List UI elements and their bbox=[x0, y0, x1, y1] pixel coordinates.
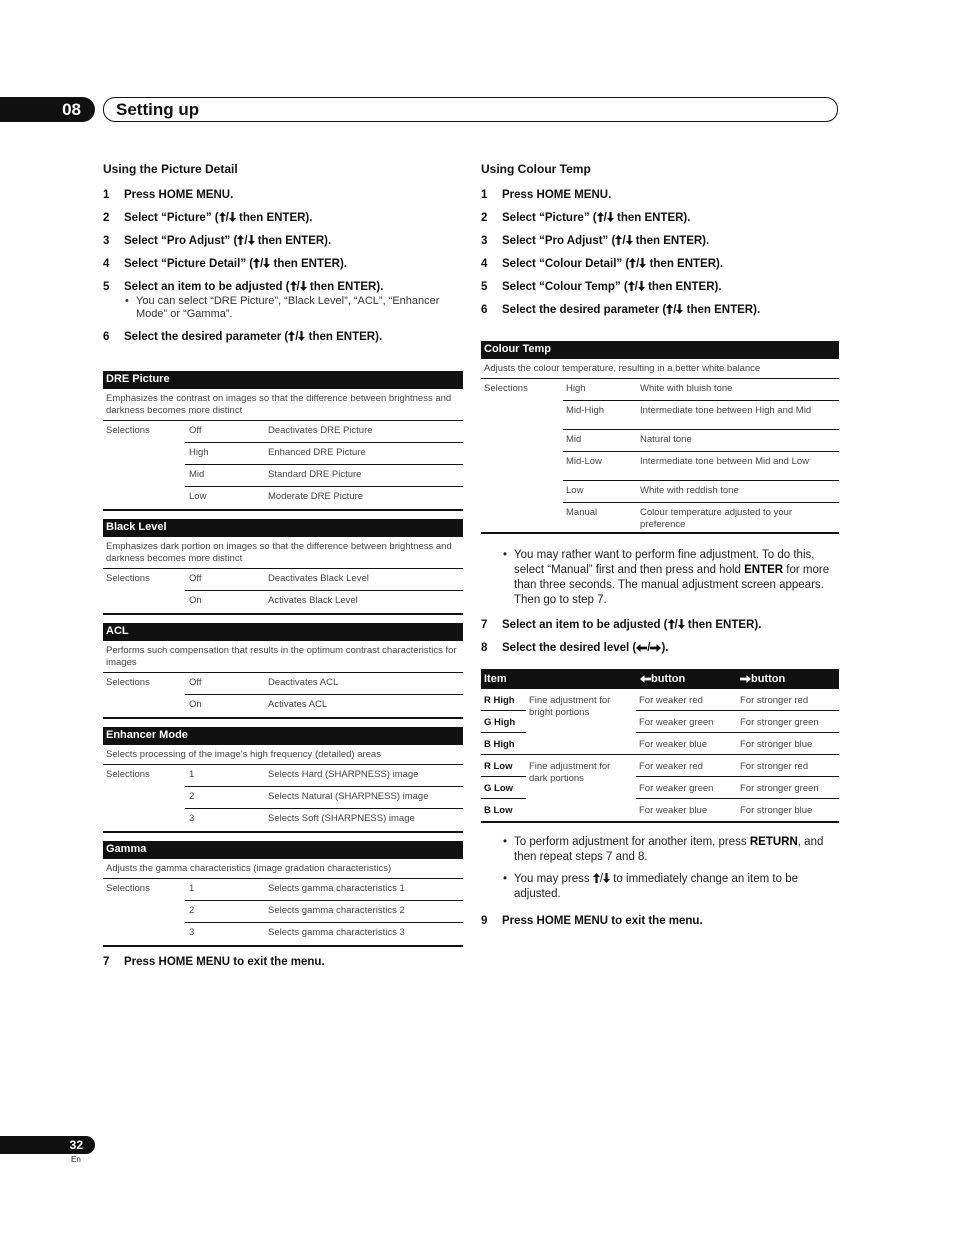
stronger-value: For stronger green bbox=[740, 783, 819, 794]
step-number: 4 bbox=[481, 258, 488, 270]
step-text-end: then ENTER). bbox=[684, 619, 762, 631]
step-text-end: then ENTER). bbox=[613, 212, 691, 224]
option-description: Enhanced DRE Picture bbox=[268, 447, 366, 458]
down-arrow-icon bbox=[603, 873, 610, 883]
option-value: Off bbox=[189, 425, 202, 436]
option-value: On bbox=[189, 699, 202, 710]
step-text: Select an item to be adjusted ( bbox=[124, 281, 290, 293]
step-number: 8 bbox=[481, 642, 488, 654]
right-arrow-icon bbox=[650, 644, 661, 652]
stronger-value: For stronger green bbox=[740, 717, 819, 728]
table-title: DRE Picture bbox=[103, 371, 463, 389]
step-text: Select the desired parameter ( bbox=[502, 304, 667, 316]
option-description: Deactivates DRE Picture bbox=[268, 425, 373, 436]
section-heading-picture-detail: Using the Picture Detail bbox=[103, 162, 238, 176]
option-value: Off bbox=[189, 677, 202, 688]
arrow-keys-icon: / bbox=[668, 619, 685, 631]
option-description: Selects gamma characteristics 2 bbox=[268, 905, 405, 916]
step-6 bbox=[481, 303, 839, 317]
table-row bbox=[103, 879, 463, 901]
picture-detail-step-7 bbox=[103, 955, 463, 969]
selections-label: Selections bbox=[106, 425, 150, 436]
step-text: Select an item to be adjusted ( bbox=[502, 619, 668, 631]
selections-label: Selections bbox=[106, 573, 150, 584]
option-value: Mid-Low bbox=[566, 456, 602, 467]
step-text: Select “Pro Adjust” ( bbox=[502, 235, 616, 247]
page-language: En bbox=[71, 1155, 81, 1164]
option-value: High bbox=[566, 383, 586, 394]
step-number: 5 bbox=[103, 281, 110, 293]
step-number: 6 bbox=[481, 304, 488, 316]
picture-detail-steps bbox=[103, 188, 463, 344]
down-arrow-icon bbox=[678, 619, 685, 629]
item-name: R Low bbox=[484, 761, 513, 772]
step-text: Select “Pro Adjust” ( bbox=[124, 235, 238, 247]
settings-table bbox=[103, 841, 463, 947]
step-text: Press HOME MENU to exit the menu. bbox=[502, 915, 703, 927]
table-header bbox=[481, 669, 839, 689]
table-description: Performs such compensation that results in the optimum contrast characteristics for images bbox=[103, 641, 463, 673]
left-button-header bbox=[640, 669, 686, 689]
option-description: Intermediate tone between High and Mid bbox=[640, 405, 812, 416]
up-arrow-icon bbox=[219, 212, 226, 222]
step-note bbox=[103, 295, 463, 321]
up-arrow-icon bbox=[628, 281, 635, 291]
up-arrow-icon bbox=[597, 212, 604, 222]
up-arrow-icon bbox=[290, 281, 297, 291]
option-value: Off bbox=[189, 573, 202, 584]
step-text: Select “Colour Temp” ( bbox=[502, 281, 628, 293]
step-text: Press HOME MENU. bbox=[124, 189, 234, 201]
arrow-keys-icon: / bbox=[288, 331, 305, 343]
down-arrow-icon bbox=[248, 235, 255, 245]
up-arrow-icon bbox=[666, 304, 673, 314]
arrow-keys-icon: / bbox=[237, 235, 254, 247]
colour-temp-steps bbox=[481, 188, 839, 317]
step-3 bbox=[103, 234, 463, 248]
settings-table bbox=[103, 623, 463, 719]
table-row bbox=[481, 452, 839, 481]
option-value: Mid bbox=[189, 469, 205, 480]
table-row bbox=[481, 503, 839, 532]
option-value: Low bbox=[566, 485, 584, 496]
option-description: Activates ACL bbox=[268, 699, 328, 710]
step-number: 2 bbox=[481, 212, 488, 224]
step-3 bbox=[481, 234, 839, 248]
table-row bbox=[103, 809, 463, 831]
step-text-end: then ENTER). bbox=[270, 258, 347, 270]
arrow-keys-icon: / bbox=[628, 281, 645, 293]
step-text-end: then ENTER). bbox=[644, 281, 722, 293]
option-description: Deactivates Black Level bbox=[268, 573, 369, 584]
selections-label: Selections bbox=[106, 677, 150, 688]
left-column bbox=[103, 162, 463, 978]
option-description: Selects Natural (SHARPNESS) image bbox=[268, 791, 429, 802]
option-description: Moderate DRE Picture bbox=[268, 491, 364, 502]
chapter-title: Setting up bbox=[116, 100, 200, 119]
table-description: Adjusts the colour temperature, resulting in a better white balance bbox=[481, 359, 839, 379]
table-row bbox=[103, 591, 463, 613]
table-row bbox=[103, 695, 463, 717]
item-name: R High bbox=[484, 695, 515, 706]
option-description: Intermediate tone between Mid and Low bbox=[640, 456, 809, 467]
item-header: Item bbox=[484, 673, 507, 685]
option-value: 1 bbox=[189, 883, 195, 894]
up-arrow-icon bbox=[629, 258, 636, 268]
step-2 bbox=[481, 211, 839, 225]
colour-temp-step-9 bbox=[481, 914, 839, 928]
option-description: Colour temperature adjusted to your preference bbox=[640, 507, 793, 530]
manual-adjust-note bbox=[481, 548, 839, 608]
option-description: Standard DRE Picture bbox=[268, 469, 362, 480]
step-text-end: then ENTER). bbox=[235, 212, 313, 224]
step-8 bbox=[481, 641, 839, 655]
option-value: On bbox=[189, 595, 202, 606]
item-name: B High bbox=[484, 739, 515, 750]
step-text-end: then ENTER). bbox=[646, 258, 724, 270]
step-text: Select the desired level ( bbox=[502, 642, 637, 654]
weaker-value: For weaker blue bbox=[639, 739, 708, 750]
step-text: Select the desired parameter ( bbox=[124, 331, 289, 343]
step-4 bbox=[481, 257, 839, 271]
step-7 bbox=[481, 618, 839, 632]
picture-detail-tables bbox=[103, 371, 463, 947]
up-down-arrow-icon: / bbox=[593, 873, 610, 885]
step-5 bbox=[481, 280, 839, 294]
bullet: • bbox=[503, 836, 508, 848]
option-value: Mid-High bbox=[566, 405, 605, 416]
option-value: Manual bbox=[566, 507, 598, 518]
right-column bbox=[481, 162, 839, 937]
section-heading-colour-temp: Using Colour Temp bbox=[481, 162, 591, 176]
arrow-keys-icon: / bbox=[636, 642, 661, 654]
option-value: 3 bbox=[189, 813, 195, 824]
table-row bbox=[103, 569, 463, 591]
step-text: Press HOME MENU to exit the menu. bbox=[124, 956, 325, 968]
table-row bbox=[481, 733, 839, 755]
step-4 bbox=[103, 257, 463, 271]
up-arrow-icon bbox=[593, 873, 600, 883]
up-arrow-icon bbox=[615, 235, 622, 245]
down-arrow-icon bbox=[300, 281, 307, 291]
settings-table bbox=[481, 341, 839, 534]
option-description: Activates Black Level bbox=[268, 595, 358, 606]
stronger-value: For stronger red bbox=[740, 695, 809, 706]
table-row bbox=[103, 673, 463, 695]
bullet: • bbox=[503, 873, 508, 885]
option-value: High bbox=[189, 447, 209, 458]
arrow-keys-icon: / bbox=[629, 258, 646, 270]
step-text: Select “Colour Detail” ( bbox=[502, 258, 630, 270]
colour-temp-steps-7-8 bbox=[481, 618, 839, 655]
rgb-adjust-table bbox=[481, 669, 839, 823]
table-description: Adjusts the gamma characteristics (image gradation characteristics) bbox=[103, 859, 463, 879]
down-arrow-icon bbox=[626, 235, 633, 245]
table-title: ACL bbox=[103, 623, 463, 641]
table-description: Emphasizes the contrast on images so that the difference between brightness and darkness becomes more distinct bbox=[103, 389, 463, 421]
weaker-value: For weaker red bbox=[639, 695, 703, 706]
up-arrow-icon bbox=[237, 235, 244, 245]
step-number: 3 bbox=[481, 235, 488, 247]
option-value: 2 bbox=[189, 905, 195, 916]
header-text: button bbox=[751, 673, 786, 685]
return-note bbox=[481, 835, 839, 865]
step-note-text: You can select “DRE Picture”, “Black Level”, “ACL”, “Enhancer Mode” or “Gamma”. bbox=[136, 295, 440, 320]
weaker-value: For weaker green bbox=[639, 717, 714, 728]
table-title: Colour Temp bbox=[481, 341, 839, 359]
step-text: Press HOME MENU. bbox=[502, 189, 612, 201]
dark-portion-description: Fine adjustment for dark portions bbox=[529, 761, 611, 784]
step-text-end: then ENTER). bbox=[254, 235, 332, 247]
selections-label: Selections bbox=[106, 769, 150, 780]
option-description: Selects Soft (SHARPNESS) image bbox=[268, 813, 415, 824]
right-arrow-icon bbox=[740, 675, 751, 683]
table-row bbox=[481, 401, 839, 430]
option-description: Selects gamma characteristics 3 bbox=[268, 927, 405, 938]
stronger-value: For stronger blue bbox=[740, 805, 813, 816]
item-name: G High bbox=[484, 717, 516, 728]
header-text: button bbox=[651, 673, 686, 685]
item-name: G Low bbox=[484, 783, 514, 794]
option-value: 3 bbox=[189, 927, 195, 938]
option-description: Deactivates ACL bbox=[268, 677, 339, 688]
step-text-end: ). bbox=[661, 642, 669, 654]
selections-label: Selections bbox=[106, 883, 150, 894]
note-text-end: , and then repeat steps 7 and 8. bbox=[514, 836, 824, 863]
option-value: Mid bbox=[566, 434, 582, 445]
step-text-end: then ENTER). bbox=[305, 331, 383, 343]
note-text: You may rather want to perform fine adjustment. To do this, select “Manual” first and then press and hold bbox=[514, 549, 815, 576]
option-value: 1 bbox=[189, 769, 195, 780]
enter-key-label: ENTER bbox=[744, 564, 784, 576]
table-row bbox=[103, 923, 463, 945]
step-text-end: then ENTER). bbox=[632, 235, 710, 247]
stronger-value: For stronger red bbox=[740, 761, 809, 772]
weaker-value: For weaker blue bbox=[639, 805, 708, 816]
bullet: • bbox=[503, 549, 508, 561]
table-row bbox=[481, 430, 839, 452]
option-description: Natural tone bbox=[640, 434, 692, 445]
step-number: 7 bbox=[103, 956, 110, 968]
stronger-value: For stronger blue bbox=[740, 739, 813, 750]
step-2 bbox=[103, 211, 463, 225]
down-arrow-icon bbox=[607, 212, 614, 222]
arrow-change-note bbox=[481, 872, 839, 902]
table-row bbox=[481, 799, 839, 821]
weaker-value: For weaker red bbox=[639, 761, 703, 772]
left-arrow-icon bbox=[636, 644, 647, 652]
option-description: White with reddish tone bbox=[640, 485, 739, 496]
note-text-end: for more than three seconds. The manual adjustment screen appears. Then go to step 7. bbox=[514, 564, 830, 606]
bullet: • bbox=[125, 295, 129, 307]
table-row bbox=[481, 481, 839, 503]
down-arrow-icon bbox=[229, 212, 236, 222]
rgb-table-holder bbox=[481, 669, 839, 823]
table-row bbox=[103, 443, 463, 465]
settings-table bbox=[103, 727, 463, 833]
down-arrow-icon bbox=[638, 281, 645, 291]
table-description: Emphasizes dark portion on images so that the difference between brightness and darkness becomes more distinct bbox=[103, 537, 463, 569]
arrow-keys-icon: / bbox=[219, 212, 236, 224]
arrow-keys-icon: / bbox=[597, 212, 614, 224]
arrow-keys-icon: / bbox=[290, 281, 307, 293]
option-description: Selects gamma characteristics 1 bbox=[268, 883, 405, 894]
table-body bbox=[481, 689, 839, 821]
note-text-end: to immediately change an item to be adjusted. bbox=[514, 873, 798, 900]
step-number: 6 bbox=[103, 331, 110, 343]
table-row bbox=[103, 901, 463, 923]
step-1 bbox=[103, 188, 463, 202]
selections-label: Selections bbox=[484, 383, 528, 394]
step-text: Select “Picture” ( bbox=[124, 212, 219, 224]
step-number: 1 bbox=[103, 189, 110, 201]
step-number: 1 bbox=[481, 189, 488, 201]
option-value: 2 bbox=[189, 791, 195, 802]
arrow-keys-icon: / bbox=[253, 258, 270, 270]
table-title: Black Level bbox=[103, 519, 463, 537]
step-text-end: then ENTER). bbox=[306, 281, 384, 293]
weaker-value: For weaker green bbox=[639, 783, 714, 794]
step-number: 9 bbox=[481, 915, 488, 927]
step-number: 4 bbox=[103, 258, 110, 270]
table-row bbox=[103, 421, 463, 443]
step-number: 2 bbox=[103, 212, 110, 224]
option-description: White with bluish tone bbox=[640, 383, 733, 394]
colour-temp-table-holder bbox=[481, 341, 839, 534]
step-text: Select “Picture” ( bbox=[502, 212, 597, 224]
option-description: Selects Hard (SHARPNESS) image bbox=[268, 769, 419, 780]
bright-portion-description: Fine adjustment for bright portions bbox=[529, 695, 611, 718]
up-arrow-icon bbox=[288, 331, 295, 341]
chapter-number: 08 bbox=[0, 97, 95, 122]
step-1 bbox=[481, 188, 839, 202]
left-arrow-icon bbox=[640, 675, 651, 683]
note-text: You may press bbox=[514, 873, 593, 885]
table-row bbox=[103, 765, 463, 787]
option-value: Low bbox=[189, 491, 207, 502]
step-5 bbox=[103, 280, 463, 321]
arrow-keys-icon: / bbox=[666, 304, 683, 316]
right-button-header bbox=[740, 669, 786, 689]
settings-table bbox=[103, 519, 463, 615]
step-text-end: then ENTER). bbox=[683, 304, 761, 316]
table-title: Gamma bbox=[103, 841, 463, 859]
item-name: B Low bbox=[484, 805, 513, 816]
step-number: 7 bbox=[481, 619, 488, 631]
table-row bbox=[103, 465, 463, 487]
table-row bbox=[103, 787, 463, 809]
up-arrow-icon bbox=[253, 258, 260, 268]
page-number: 32 bbox=[0, 1136, 95, 1154]
step-number: 3 bbox=[103, 235, 110, 247]
step-text: Select “Picture Detail” ( bbox=[124, 258, 254, 270]
table-row bbox=[103, 487, 463, 509]
table-row bbox=[481, 379, 839, 401]
step-6 bbox=[103, 330, 463, 344]
table-description: Selects processing of the image’s high frequency (detailed) areas bbox=[103, 745, 463, 765]
step-number: 5 bbox=[481, 281, 488, 293]
arrow-keys-icon: / bbox=[615, 235, 632, 247]
settings-table bbox=[103, 371, 463, 511]
chapter-title-frame bbox=[103, 97, 838, 122]
table-title: Enhancer Mode bbox=[103, 727, 463, 745]
return-key-label: RETURN bbox=[749, 836, 798, 848]
note-text: To perform adjustment for another item, press bbox=[514, 836, 750, 848]
up-arrow-icon bbox=[668, 619, 675, 629]
